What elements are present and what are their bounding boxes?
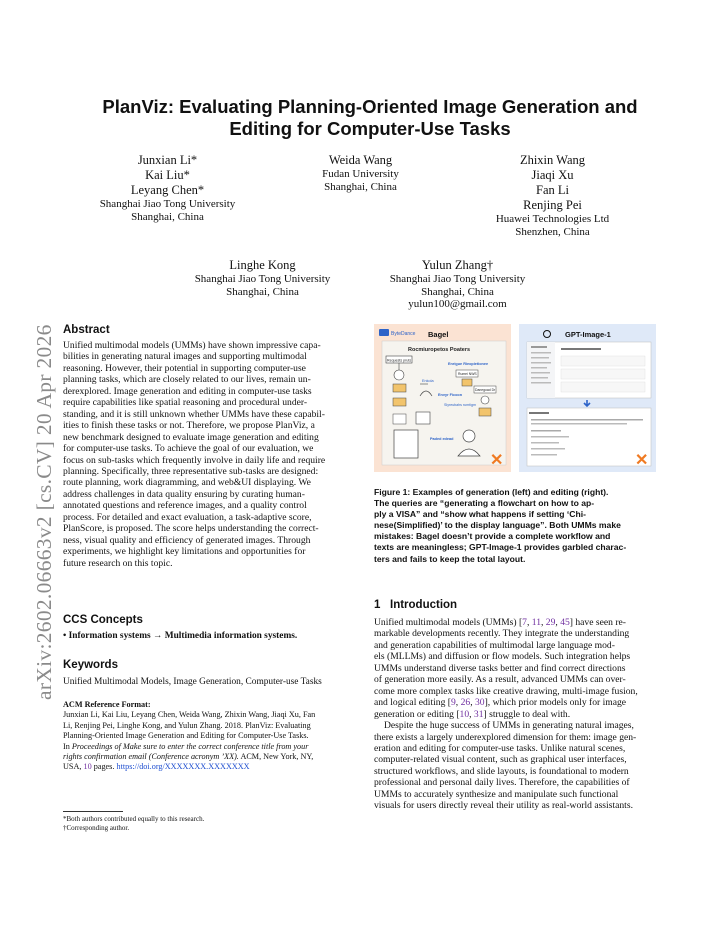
intro-text: Unified multimodal models (UMMs) [ bbox=[374, 617, 523, 628]
author-name: Zhixin Wang bbox=[519, 153, 586, 167]
affiliation-location: Shanghai, China bbox=[226, 285, 299, 298]
intro-line: and logical editing [9, 26, 30], which prior models only for image bbox=[374, 697, 627, 709]
author-block-zhang bbox=[370, 258, 545, 311]
author-block-kong bbox=[175, 258, 350, 298]
intro-text: ] struggle to deal with. bbox=[483, 708, 571, 720]
acm-ref-heading: ACM Reference Format: bbox=[63, 700, 151, 709]
content-line bbox=[531, 454, 557, 456]
abstract-line: Unified multimodal models (UMMs) have shown impressive capa- bbox=[63, 340, 321, 351]
doi-link[interactable]: https://doi.org/XXXXXXX.XXXXXXX bbox=[116, 762, 250, 772]
citation-link[interactable]: 10 bbox=[459, 708, 470, 720]
abstract-line: require capabilities like spatial reasoning and procedural under- bbox=[63, 397, 308, 409]
intro-line: UMMs understand diverse tasks better and find correct directions bbox=[374, 662, 626, 674]
bagel-label-4: Envyr Ficoon bbox=[438, 393, 463, 397]
sidebar-line bbox=[531, 382, 551, 384]
author-name: Fan Li bbox=[536, 183, 569, 197]
caption-line: ply a VISA” and “show what happens if setting ‘Chi- bbox=[374, 509, 586, 520]
acm-ref-line bbox=[63, 762, 353, 772]
intro-line: generation or editing [10, 31] struggle to deal with. bbox=[374, 708, 571, 720]
bagel-person-icon bbox=[394, 370, 404, 380]
bagel-folder-icon bbox=[393, 384, 406, 392]
content-row bbox=[561, 382, 645, 392]
abstract-line: process. For detailed and exact evaluation, a task-adaptive score, bbox=[63, 511, 312, 523]
acm-ref-line: Li, Renjing Pei, Linghe Kong, and Yulun Zhang. 2018. PlanViz: Evaluating bbox=[63, 720, 311, 730]
section-title: Introduction bbox=[390, 599, 458, 611]
acm-ref-text: In bbox=[63, 741, 72, 751]
author-block-huawei bbox=[465, 153, 640, 238]
content-line bbox=[531, 436, 569, 438]
abstract-line: future research on this topic. bbox=[63, 557, 173, 569]
footnote-equal-contribution: *Both authors contributed equally to this research. bbox=[63, 815, 205, 823]
section-number: 1 bbox=[374, 599, 381, 611]
citation-link[interactable]: 11 bbox=[531, 617, 541, 628]
caption-line: The queries are “generating a flowchart on how to ap- bbox=[374, 498, 595, 509]
bagel-label-3: Enrigue Rieopietionee bbox=[448, 362, 489, 366]
acm-ref-text: ACM, New York, NY, bbox=[238, 752, 314, 762]
title-line-2: Editing for Computer-Use Tasks bbox=[229, 118, 511, 139]
content-line bbox=[531, 448, 565, 450]
abstract-line: derexplored. Image generation and editing in computer-use tasks bbox=[63, 385, 312, 397]
ccs-concepts: • Information systems → Multimedia information systems. bbox=[63, 631, 298, 641]
abstract-line: focus on sub-tasks which frequently involve in daily life and require bbox=[63, 454, 326, 466]
footnote-rule bbox=[63, 811, 123, 812]
caption-line: Figure 1: Examples of generation (left) and editing (right). bbox=[374, 487, 609, 497]
intro-text: ], which prior models only for image bbox=[484, 697, 627, 709]
caption-line: texts are meaningless; GPT-Image-1 provides garbled charac- bbox=[374, 542, 627, 553]
bagel-folder-icon bbox=[479, 408, 491, 416]
abstract-line: reasoning. However, their potential in supporting computer-use bbox=[63, 362, 306, 374]
footnote-corresponding: †Corresponding author. bbox=[63, 824, 130, 833]
content-line bbox=[531, 430, 561, 432]
caption-line: nese(Simplified)’ to the display language”. Both UMMs make bbox=[374, 520, 621, 531]
bytedance-logo-icon bbox=[379, 329, 389, 336]
bagel-garbled-title: Rocmiuropetos Poaters bbox=[408, 347, 471, 353]
intro-line: there exists a largely underexplored dimension for them: image gen- bbox=[374, 731, 637, 743]
affiliation-location: Shanghai, China bbox=[421, 285, 494, 298]
abstract-line: annotated questions and reference images, and a quality control bbox=[63, 500, 307, 512]
acm-ref-text: USA, bbox=[63, 762, 84, 772]
content-line bbox=[531, 423, 627, 425]
content-line bbox=[531, 442, 559, 444]
bagel-box-label-1: Requests pruts bbox=[387, 358, 412, 363]
content-line bbox=[531, 419, 643, 421]
affiliation-location: Shanghai, China bbox=[324, 180, 397, 193]
intro-line: and generation capabilities of multimodal large language mod- bbox=[374, 639, 615, 651]
keywords-text: Unified Multimodal Models, Image Generation, Computer-use Tasks bbox=[63, 677, 322, 687]
bagel-fail-cross-icon: ✕ bbox=[490, 452, 504, 469]
acm-ref-line: Planning-Oriented Image Generation and Editing for Computer-Use Tasks. bbox=[63, 731, 309, 741]
content-line bbox=[561, 348, 601, 350]
bagel-label-5: Slyreubahs rumtigm bbox=[444, 403, 476, 407]
affiliation: Huawei Technologies Ltd bbox=[495, 213, 610, 225]
gpt-fail-cross-icon: ✕ bbox=[635, 452, 649, 469]
sidebar-line bbox=[531, 367, 547, 369]
abstract-line: experiments, we highlight key limitations and opportunities for bbox=[63, 546, 306, 558]
abstract-line: ness, visual quality and efficiency of generated images. Through bbox=[63, 534, 311, 546]
abstract-body bbox=[63, 340, 348, 569]
gpt-model-label: GPT-Image-1 bbox=[565, 330, 611, 339]
paper-title bbox=[60, 96, 680, 140]
bagel-folder-icon bbox=[462, 379, 472, 386]
abstract-line: planning tasks, which are closely related to our lives, remain un- bbox=[63, 374, 311, 386]
citation-link[interactable]: 9 bbox=[451, 697, 456, 709]
acm-ref-line: Junxian Li, Kai Liu, Leyang Chen, Weida Wang, Zhixin Wang, Jiaqi Xu, Fan bbox=[63, 710, 316, 720]
intro-line: come more complex tasks like creative drawing, multi-image fusion, bbox=[374, 685, 638, 697]
intro-line: of generation more easily. As a result, advanced UMMs can over- bbox=[374, 674, 626, 686]
abstract-line: planning. Specifically, three representative sub-tasks are designed: bbox=[63, 465, 319, 477]
title-line-1: PlanViz: Evaluating Planning-Oriented Image Generation and bbox=[102, 96, 638, 117]
bagel-box-label-2: Rumei NWS bbox=[458, 372, 477, 376]
intro-body bbox=[374, 617, 658, 812]
bagel-node-icon bbox=[481, 396, 489, 404]
bytedance-logo-text: ByteDance bbox=[391, 331, 416, 337]
acm-reference bbox=[63, 700, 353, 773]
citation-link[interactable]: 7 bbox=[522, 617, 527, 628]
author-email[interactable]: yulun100@gmail.com bbox=[408, 298, 507, 310]
abstract-line: standing, and it is still unknown whether UMMs have these capabil- bbox=[63, 408, 325, 420]
sidebar-line bbox=[531, 362, 551, 364]
intro-line: computer-related visual content, such as graphical user interfaces, bbox=[374, 754, 627, 766]
caption-line: ters and fails to keep the total layout. bbox=[374, 553, 526, 564]
gpt-image-edit-image bbox=[519, 324, 656, 472]
intro-line: professional and personal daily lives. Therefore, the capabilities of bbox=[374, 777, 630, 789]
footnotes bbox=[63, 815, 204, 833]
abstract-line: bilities in generating natural images and supporting multimodal bbox=[63, 351, 307, 363]
sidebar-line bbox=[531, 377, 548, 379]
sidebar-line bbox=[531, 372, 550, 374]
affiliation: Shanghai Jiao Tong University bbox=[389, 273, 526, 285]
intro-line: UMMs to accurately synthesize and manipulate such functional bbox=[374, 788, 619, 800]
intro-line: els (MLLMs) and diffusion or flow models. Such integration helps bbox=[374, 651, 631, 663]
bagel-doc-icon bbox=[393, 414, 406, 424]
figure-1 bbox=[374, 324, 656, 472]
author-name: Yulun Zhang† bbox=[421, 258, 494, 272]
affiliation: Shanghai Jiao Tong University bbox=[99, 198, 236, 210]
settings-sidebar bbox=[527, 342, 555, 398]
intro-line: eration and editing for computer-use tasks. Unlike natural scenes, bbox=[374, 742, 626, 754]
figure-panel-gpt-image bbox=[519, 324, 656, 472]
abstract-line: ities to finish these tasks or not. Therefore, we propose PlanViz, a bbox=[63, 420, 315, 432]
author-name: Linghe Kong bbox=[229, 258, 296, 272]
intro-text: ] have seen re- bbox=[569, 617, 626, 628]
intro-text: generation or editing [ bbox=[374, 708, 460, 720]
intro-line: markable developments recently. They integrate the understanding bbox=[374, 628, 630, 640]
abstract-heading: Abstract bbox=[63, 324, 110, 336]
intro-heading bbox=[374, 599, 457, 611]
acm-ref-line bbox=[63, 742, 353, 752]
author-name: Junxian Li* bbox=[137, 153, 198, 167]
acm-ref-venue: Proceedings of Make sure to enter the correct conference title from your bbox=[71, 741, 309, 751]
affiliation-location: Shenzhen, China bbox=[515, 225, 590, 238]
author-name: Jiaqi Xu bbox=[531, 168, 574, 182]
author-name: Kai Liu* bbox=[145, 168, 190, 182]
bagel-folder-icon bbox=[393, 398, 406, 406]
intro-line: Unified multimodal models (UMMs) [7, 11, 29, 45] have seen re- bbox=[374, 617, 626, 628]
bagel-model-label: Bagel bbox=[428, 330, 449, 339]
content-row bbox=[561, 356, 645, 366]
abstract-line: address challenges in data quality ensuring by curating human- bbox=[63, 488, 305, 500]
bagel-officer-icon bbox=[463, 430, 475, 442]
affiliation-location: Shanghai, China bbox=[131, 210, 204, 223]
ccs-heading: CCS Concepts bbox=[63, 614, 143, 626]
abstract-line: route planning, work diagramming, and web&UI displaying. We bbox=[63, 477, 311, 489]
acm-ref-line bbox=[63, 752, 353, 762]
citation-link[interactable]: 30 bbox=[474, 697, 485, 709]
figure-1-caption bbox=[374, 487, 658, 565]
caption-line: mistakes: Bagel doesn’t provide a complete workflow and bbox=[374, 531, 611, 542]
abstract-line: PlanScore, is proposed. The score helps understanding the correct- bbox=[63, 523, 319, 535]
citation-link[interactable]: 26 bbox=[460, 697, 471, 709]
bagel-door-icon bbox=[394, 430, 418, 458]
bagel-screen-icon bbox=[416, 412, 430, 424]
intro-text: and logical editing [ bbox=[374, 697, 451, 709]
arxiv-stamp bbox=[6, 260, 58, 700]
content-row bbox=[561, 369, 645, 379]
author-name: Leyang Chen* bbox=[130, 183, 205, 197]
acm-ref-venue: rights confirmation email (Conference acronym ’XX). bbox=[63, 752, 239, 762]
bagel-flowchart-image bbox=[374, 324, 511, 472]
sidebar-line bbox=[531, 352, 551, 354]
abstract-line: for computer-use tasks. To achieve the goal of our evaluation, we bbox=[63, 443, 314, 455]
affiliation: Shanghai Jiao Tong University bbox=[194, 273, 331, 285]
intro-line: visuals for users directly reveal their utility as real-world assistants. bbox=[374, 800, 633, 812]
acm-ref-text: pages. bbox=[91, 762, 117, 772]
author-block-fudan bbox=[273, 153, 448, 193]
figure-panel-bagel bbox=[374, 324, 511, 472]
page-count-link[interactable]: 10 bbox=[83, 762, 92, 772]
author-name: Renjing Pei bbox=[523, 198, 582, 212]
arxiv-id: arXiv:2602.06663v2 [cs.CV] 20 Apr 2026 bbox=[32, 324, 56, 700]
bagel-label-2: Enkola bbox=[422, 379, 434, 383]
keywords-heading: Keywords bbox=[63, 659, 118, 671]
intro-line: Despite the huge success of UMMs in generating natural images, bbox=[384, 720, 634, 732]
affiliation: Fudan University bbox=[322, 168, 399, 180]
intro-line: structured workflows, and slide layouts, is foundational to modern bbox=[374, 765, 629, 777]
content-line bbox=[529, 412, 549, 414]
citation-link[interactable]: 29 bbox=[545, 617, 556, 628]
citation-link[interactable]: 31 bbox=[473, 708, 484, 720]
bagel-label-6: Paded edead bbox=[430, 437, 454, 441]
abstract-line: new benchmark designed to evaluate image generation and editing bbox=[63, 431, 319, 443]
sidebar-line bbox=[531, 346, 547, 348]
author-name: Weida Wang bbox=[328, 153, 393, 167]
sidebar-line bbox=[531, 357, 549, 359]
citation-link[interactable]: 45 bbox=[560, 617, 570, 628]
author-block-sjtu bbox=[80, 153, 255, 223]
bagel-box-label-3: Danegoad Dr bbox=[475, 388, 496, 392]
